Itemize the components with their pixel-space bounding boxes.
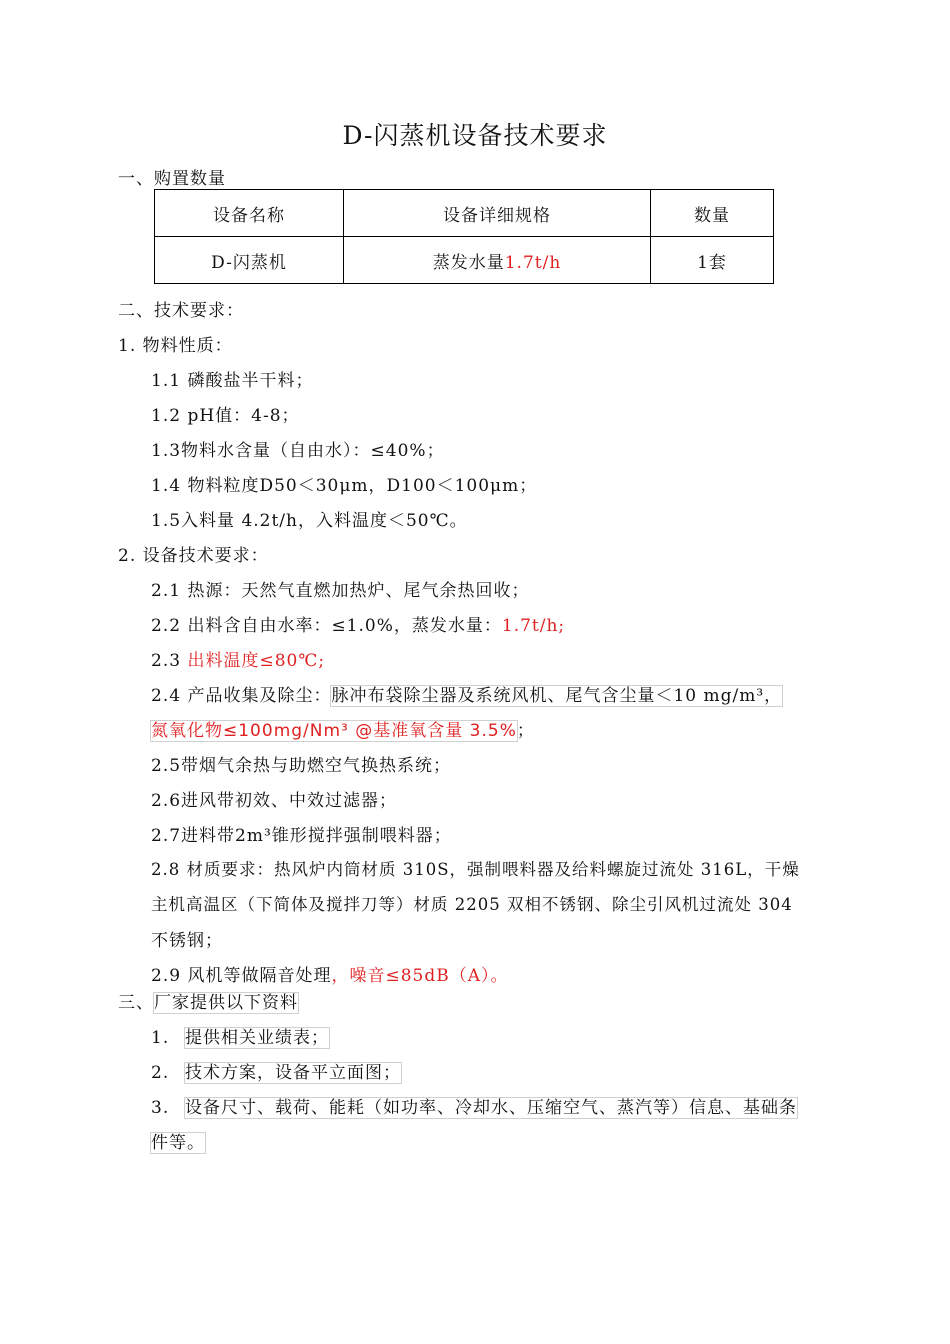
list-item: [151, 961, 508, 986]
list-item: 2.6进风带初效、中效过滤器；: [151, 791, 398, 811]
item-highlight: 出料温度≤80℃;: [187, 651, 326, 671]
item-highlight: 氮氧化物≤100mg/Nm³ @基准氧含量 3.5%: [151, 721, 517, 741]
list-item: [151, 681, 782, 706]
table-cell-spec: [344, 237, 651, 284]
list-item-continuation: [151, 716, 535, 741]
list-item: 2.5带烟气余热与助燃空气换热系统；: [151, 756, 452, 776]
item-text: 技术方案，设备平立面图；: [185, 1063, 401, 1083]
spec-label: 蒸发水量: [432, 252, 505, 273]
subsection-2-heading: 2. 设备技术要求：: [118, 546, 269, 566]
table-header-cell: 设备名称: [155, 190, 344, 237]
table-cell-name: D-闪蒸机: [155, 237, 344, 284]
table-cell-qty: 1套: [651, 237, 774, 284]
list-item: [151, 1023, 329, 1048]
item-text: 提供相关业绩表；: [185, 1028, 329, 1048]
tracked-change-text: 脉冲布袋除尘器及系统风机、尾气含尘量＜10 mg/m³，: [331, 686, 783, 706]
section-2-heading: 二、技术要求：: [118, 301, 244, 321]
list-item: [151, 611, 565, 636]
heading-number: 三、: [118, 993, 154, 1013]
item-highlight: ，噪音≤85dB（A）。: [331, 966, 509, 986]
section-3-heading: [118, 988, 298, 1013]
list-item-continuation: 主机高温区（下简体及搅拌刀等）材质 2205 双相不锈钢、除尘引风机过流处 304: [151, 895, 793, 914]
quantity-table: [154, 189, 774, 284]
section-1-heading: 一、购置数量: [118, 169, 226, 189]
item-text: 2.4 产品收集及除尘：: [151, 686, 332, 706]
table-header-row: [155, 190, 774, 237]
item-text: ；: [516, 721, 535, 741]
list-item: 1.1 磷酸盐半干料；: [151, 371, 314, 391]
item-text: 2.9 风机等做隔音处理: [151, 966, 332, 986]
table-header-cell: 设备详细规格: [344, 190, 651, 237]
item-number: 2.: [151, 1063, 170, 1083]
list-item: 2.7进料带2m³锥形搅拌强制喂料器；: [151, 826, 452, 846]
list-item: [151, 1093, 797, 1118]
item-text: 设备尺寸、载荷、能耗（如功率、冷却水、压缩空气、蒸汽等）信息、基础条: [185, 1098, 797, 1118]
list-item: 1.2 pH值：4-8；: [151, 406, 300, 426]
subsection-1-heading: 1. 物料性质：: [118, 336, 233, 356]
item-number: 2.3: [151, 651, 188, 671]
table-header-cell: 数量: [651, 190, 774, 237]
document-title: D-闪蒸机设备技术要求: [342, 121, 608, 150]
table-row: [155, 237, 774, 284]
item-number: 1.: [151, 1028, 170, 1048]
item-text: 件等。: [151, 1133, 205, 1153]
list-item-continuation: [151, 1128, 205, 1153]
item-number: 3.: [151, 1098, 170, 1118]
item-highlight: 1.7t/h;: [501, 616, 566, 636]
list-item: [151, 646, 325, 671]
list-item: 2.8 材质要求：热风炉内筒材质 310S，强制喂料器及给料螺旋过流处 316L，干燥: [151, 860, 800, 879]
list-item: [151, 1058, 401, 1083]
list-item: 2.1 热源：天然气直燃加热炉、尾气余热回收；: [151, 581, 530, 601]
heading-text: 厂家提供以下资料: [154, 993, 298, 1013]
item-text: 2.2 出料含自由水率：≤1.0%，蒸发水量：: [151, 616, 502, 636]
list-item: 1.5入料量 4.2t/h，入料温度＜50℃。: [151, 511, 468, 531]
list-item: 1.4 物料粒度D50＜30μm，D100＜100μm；: [151, 476, 538, 496]
list-item: 1.3物料水含量（自由水）：≤40%；: [151, 441, 445, 461]
spec-value: 1.7t/h: [504, 252, 562, 273]
list-item-continuation: 不锈钢；: [151, 931, 223, 951]
